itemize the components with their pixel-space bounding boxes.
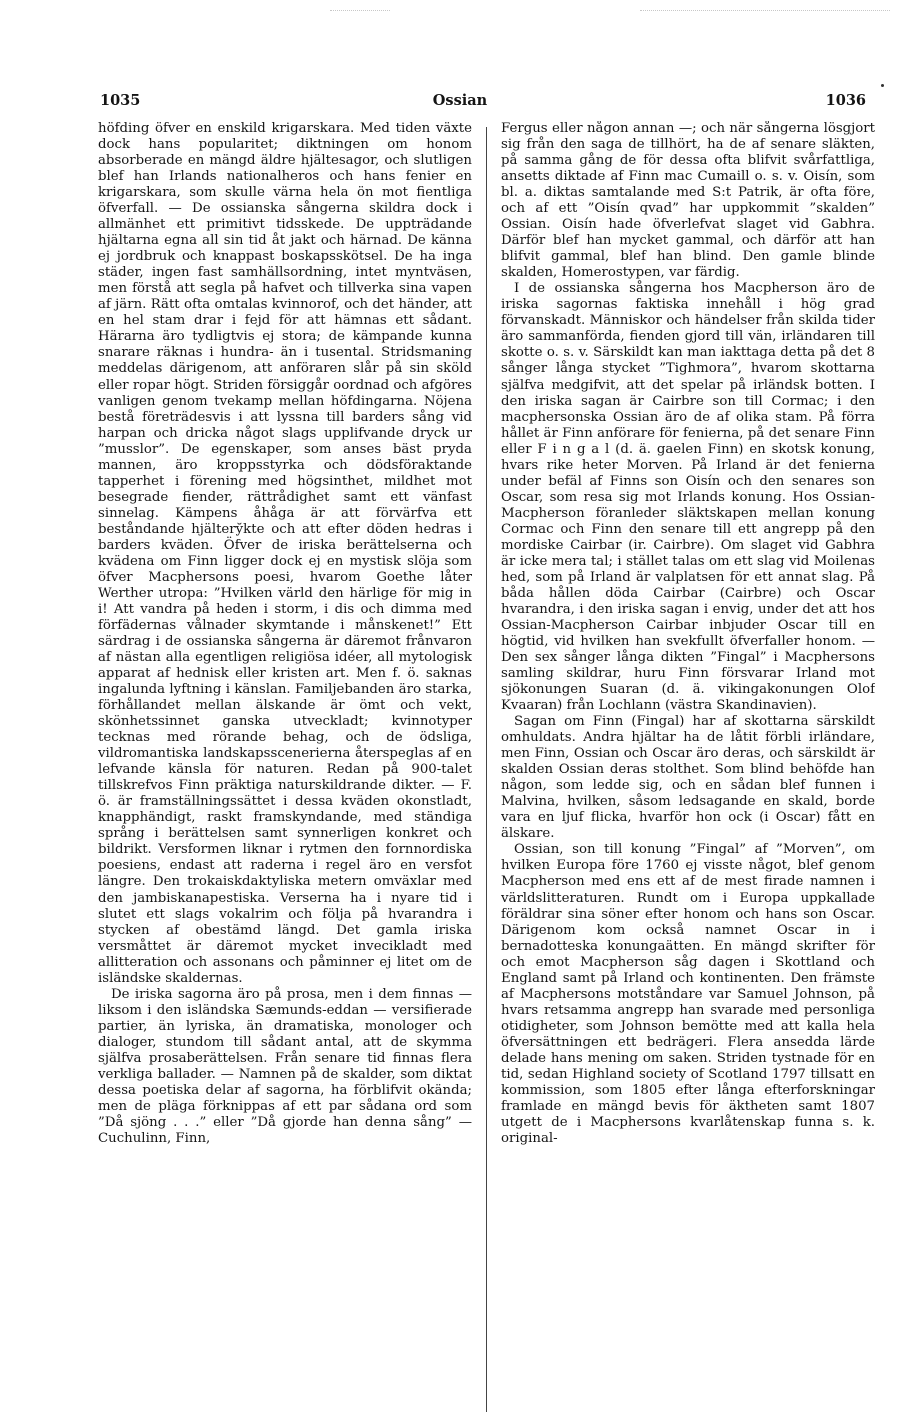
paragraph: De iriska sagorna äro på prosa, men i dem finnas — liksom i den isländska Sæmunds-eddan — versifierade partier, än lyriska, än dramatiska, monologer och dialoger, stundom till sådant antal, att de skymma själfva prosaberättelsen. Från senare tid finnas flera verkliga ballader. — Namnen på de skalder, som diktat dessa poetiska delar af sagorna, ha förblifvit okända; men de pläga förknippas af ett par sådana ord som ”Då sjöng . . .” eller ”Då gjorde han denna sång” — Cuchulinn, Finn, xyxy=(98,986,472,1146)
scan-mark xyxy=(640,10,890,11)
paragraph: I de ossianska sångerna hos Macpherson äro de iriska sagornas faktiska innehåll i hög grad förvanskadt. Människor och händelser från skilda tider äro sammanförda, fienden gjord till vän, irländaren till skotte o. s. v. Särskildt kan man iakttaga detta på det 8 sånger långa stycket ”Tighmora”, hvarom skottarna själfva medgifvit, att det spelar på irländsk botten. I den iriska sagan är Cairbre son till Cormac; i den macphersonska Ossian äro de af olika stam. På förra hållet är Finn anförare för fenierna, på det senare Finn eller F i n g a l (d. ä. gaelen Finn) en skotsk konung, hvars rike heter Morven. På Irland är det fenierna under befäl af Finns son Oisín och den senares son Oscar, som resa sig mot Irlands konung. Hos Ossian-Macpherson föranleder släktskapen mellan konung Cormac och Finn den senare till ett angrepp på den mordiske Cairbar (ir. Cairbre). Om slaget vid Gabhra är icke mera tal; i stället talas om ett slag vid Moilenas hed, som på Irland är valplatsen för ett annat slag. På båda hållen döda Cairbar (Cairbre) och Oscar hvarandra, i den iriska sagan i envig, under det att hos Ossian-Macpherson Cairbar inbjuder Oscar till en högtid, vid hvilken han svekfullt öfverfaller honom. — Den sex sånger långa dikten ”Fingal” i Macphersons samling skildrar, huru Finn försvarar Irland mot sjökonungen Suaran (d. ä. vikingakonungen Olof Kvaaran) från Lochlann (västra Skandinavien). xyxy=(501,281,875,714)
paragraph: höfding öfver en enskild krigarskara. Med tiden växte dock hans popularitet; diktningen om honom absorberade en mängd äldre hjältesagor, och slutligen blef han Irlands nationalheros och hans fenier en krigarskara, som skulle värna hela ön mot fientliga öfverfall. — De ossianska sångerna skildra dock i allmänhet ett primitivt tidsskede. De uppträdande hjältarna egna all sin tid åt jakt och härnad. De känna ej jordbruk och knappast boskapsskötsel. De ha inga städer, ingen fast samhällsordning, intet myntväsen, men förstå att segla på hafvet och tillverka sina vapen af järn. Rätt ofta omtalas kvinnorof, och det händer, att en hel stam drar i fejd för att hämnas ett sådant. Härarna äro tydligtvis ej stora; de kämpande kunna snarare räknas i hundra- än i tusental. Stridsmaning meddelas därigenom, att anföraren slår på sin sköld eller ropar högt. Striden försiggår oordnad och afgöres vanligen genom tvekamp mellan höfdingarna. Nöjena bestå företrädesvis i att lyssna till barders sång vid harpan och dricka något slags upplifvande dryck ur ”musslor”. De egenskaper, som anses bäst pryda mannen, äro kroppsstyrka och dödsföraktande tapperhet i förening med högsinthet, mildhet mot besegrade fiender, rättrådighet samt ett vänfast sinnelag. Kämpens åhåga är att förvärfva ett beståndande hjältery̆kte och att efter döden hedras i barders kväden. Öfver de iriska berättelserna och kvädena om Finn ligger dock ej en mystisk slöja som öfver Macphersons poesi, hvarom Goethe låter Werther utropa: ”Hvilken värld den härlige för mig in i! Att vandra på heden i storm, i dis och dimma med förfädernas vålnader skymtande i månskenet!” Ett särdrag i de ossianska sångerna är däremot frånvaron af nästan alla egentligen religiösa idéer, all mytologisk apparat af hednisk eller kristen art. Men f. ö. saknas ingalunda lyftning i känslan. Familjebanden äro starka, förhållandet mellan älskande är ömt och vekt, skönhetssinnet ganska utveckladt; kvinnotyper tecknas med rörande behag, och de ödsliga, vildromantiska landskapsscenerierna återspeglas af en lefvande känsla för naturen. Redan på 900-talet tillskrefvos Finn präktiga naturskildrande dikter. — F. ö. är framställningssättet i dessa kväden okonstladt, knapphändigt, raskt framskyndande, med ständiga språng i berättelsen samt synnerligen konkret och bildrikt. Versformen liknar i rytmen den fornnordiska poesiens, endast att raderna i regel äro en versfot längre. Den trokaiskdaktyliska metern omväxlar med den jambiskanapestiska. Verserna ha i nyare tid i slutet ett slags vokalrim och följa på hvarandra i stycken af obestämd längd. Det gamla iriska versmåttet är däremot mycket invecikladt med allitteration och assonans och påminner ej litet om de isländske skaldernas. xyxy=(98,121,472,986)
column-divider xyxy=(486,127,487,1412)
page-number-left: 1035 xyxy=(100,92,141,109)
scan-speck xyxy=(881,84,884,87)
scan-mark xyxy=(330,10,390,11)
paragraph: Fergus eller någon annan —; och när sångerna lösgjort sig från den saga de tillhört, ha de af senare släkten, på samma gång de för dessa ofta blifvit svårfattliga, ansetts diktade af Finn mac Cumaill o. s. v. Oisín, som bl. a. diktas samtalande med S:t Patrik, är ofta före, och af ett ”Oisín qvad” har uppkommit ”skalden” Ossian. Oisín hade öfverlefvat slaget vid Gabhra. Därför blef han mycket gammal, och därför att han blifvit gammal, blef han blind. Den gamle blinde skalden, Homerostypen, var färdig. xyxy=(501,121,875,281)
page-number-right: 1036 xyxy=(825,92,866,109)
paragraph: Ossian, son till konung ”Fingal” af ”Morven”, om hvilken Europa före 1760 ej visste något, blef genom Macpherson med ens ett af de mest firade namnen i världslitteraturen. Rundt om i Europa uppkallade föräldrar sina söner efter honom och hans son Oscar. Därigenom kom också namnet Oscar in i bernadotteska konungaätten. En mängd skrifter för och emot Macpherson såg dagen i Skottland och England samt på Irland och kontinenten. Den främste af Macphersons motståndare var Samuel Johnson, på hvars retsamma angrepp han svarade med personliga otidigheter, som Johnson bemötte med att kalla hela öfversättningen ett bedrägeri. Flera ansedda lärde delade hans mening om saken. Striden tystnade för en tid, sedan Highland society of Scotland 1797 tillsatt en kommission, som 1805 efter långa efterforskningar framlade en mängd bevis för äktheten samt 1807 utgett de i Macphersons kvarlåtenskap funna s. k. original- xyxy=(501,842,875,1146)
running-title: Ossian xyxy=(432,92,488,109)
right-column xyxy=(501,121,875,1376)
paragraph: Sagan om Finn (Fingal) har af skottarna särskildt omhuldats. Andra hjältar ha de låtit förbli irländare, men Finn, Ossian och Oscar äro deras, och särskildt är skalden Ossian deras stolthet. Som blind behöfde han någon, som ledde sig, och en sådan blef funnen i Malvina, hvilken, såsom ledsagande en skald, borde vara en ljuf flicka, hvarför hon ock (i Oscar) fått en älskare. xyxy=(501,714,875,842)
left-column xyxy=(98,121,472,1376)
page-header xyxy=(0,92,920,114)
